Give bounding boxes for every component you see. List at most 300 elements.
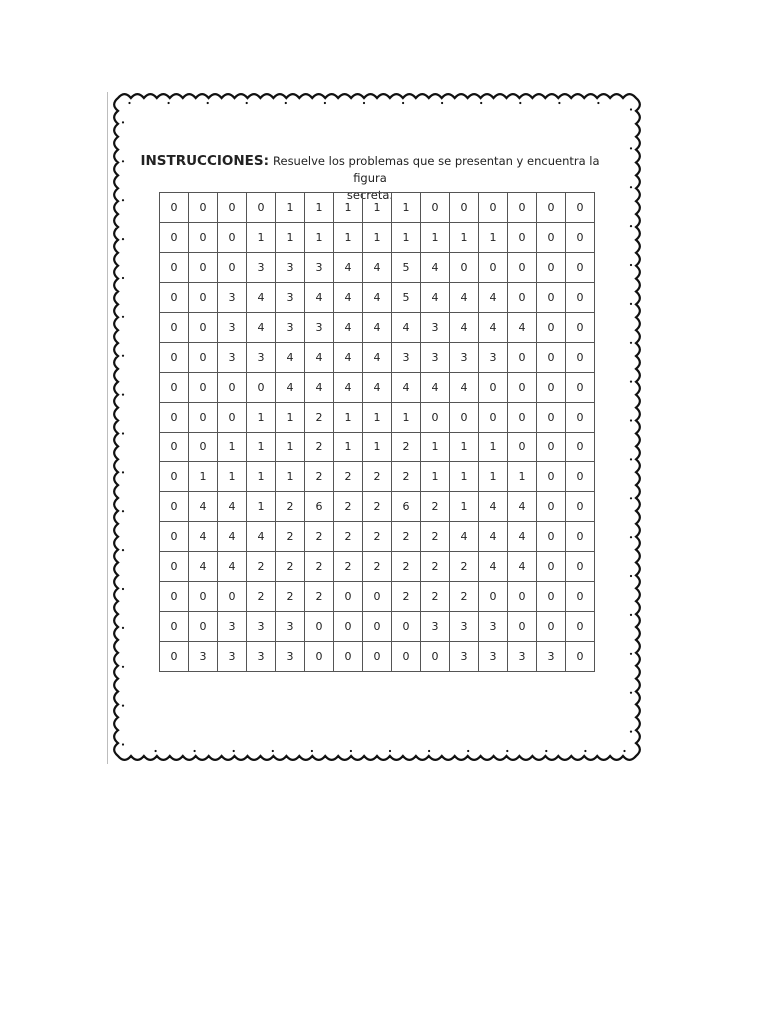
grid-cell: 3: [450, 342, 479, 372]
grid-cell: 0: [537, 582, 566, 612]
grid-cell: 2: [334, 492, 363, 522]
border-dot: [630, 458, 632, 460]
grid-cell: 0: [189, 252, 218, 282]
grid-cell: 1: [276, 462, 305, 492]
border-dot: [630, 381, 632, 383]
grid-cell: 4: [334, 252, 363, 282]
grid-cell: 0: [566, 402, 595, 432]
grid-cell: 1: [189, 462, 218, 492]
grid-cell: 0: [537, 522, 566, 552]
border-dot: [389, 750, 391, 752]
grid-cell: 1: [276, 222, 305, 252]
grid-cell: 0: [537, 462, 566, 492]
grid-cell: 1: [305, 193, 334, 223]
border-dot: [506, 750, 508, 752]
grid-cell: 0: [537, 552, 566, 582]
grid-cell: 3: [450, 612, 479, 642]
grid-cell: 0: [566, 522, 595, 552]
grid-cell: 2: [305, 552, 334, 582]
grid-cell: 1: [450, 462, 479, 492]
grid-cell: 0: [305, 642, 334, 672]
grid-cell: 2: [305, 522, 334, 552]
grid-cell: 2: [421, 492, 450, 522]
grid-cell: 2: [276, 552, 305, 582]
border-dot: [122, 277, 124, 279]
grid-cell: 0: [537, 193, 566, 223]
grid-cell: 0: [189, 312, 218, 342]
border-dot: [597, 102, 599, 104]
grid-cell: 3: [479, 342, 508, 372]
grid-cell: 0: [566, 342, 595, 372]
grid-cell: 0: [189, 282, 218, 312]
grid-cell: 3: [247, 342, 276, 372]
grid-row: [160, 612, 595, 642]
grid-cell: 0: [566, 552, 595, 582]
border-dot: [480, 102, 482, 104]
grid-cell: 4: [189, 492, 218, 522]
grid-cell: 4: [276, 372, 305, 402]
grid-cell: 0: [334, 612, 363, 642]
grid-cell: 3: [247, 252, 276, 282]
grid-cell: 2: [392, 552, 421, 582]
border-dot: [630, 653, 632, 655]
grid-cell: 1: [363, 193, 392, 223]
grid-cell: 1: [450, 222, 479, 252]
grid-cell: 0: [160, 582, 189, 612]
grid-cell: 4: [305, 342, 334, 372]
grid-cell: 3: [537, 642, 566, 672]
grid-cell: 2: [276, 492, 305, 522]
border-dot: [630, 303, 632, 305]
border-dot: [285, 102, 287, 104]
grid-cell: 4: [421, 282, 450, 312]
grid-cell: 4: [363, 312, 392, 342]
grid-cell: 3: [189, 642, 218, 672]
border-dot: [324, 102, 326, 104]
grid-cell: 4: [508, 552, 537, 582]
grid-cell: 5: [392, 252, 421, 282]
grid-cell: 0: [363, 582, 392, 612]
grid-cell: 2: [334, 552, 363, 582]
grid-cell: 1: [450, 492, 479, 522]
grid-cell: 0: [537, 222, 566, 252]
border-dot: [272, 750, 274, 752]
grid-cell: 1: [334, 193, 363, 223]
instructions-lead: INSTRUCCIONES:: [140, 153, 270, 169]
grid-cell: 0: [160, 312, 189, 342]
grid-cell: 0: [508, 193, 537, 223]
grid-row: [160, 492, 595, 522]
grid-row: [160, 582, 595, 612]
border-dot: [122, 394, 124, 396]
grid-cell: 0: [421, 642, 450, 672]
border-dot: [168, 102, 170, 104]
border-dot: [630, 225, 632, 227]
grid-cell: 2: [363, 552, 392, 582]
grid-cell: 4: [479, 282, 508, 312]
grid-cell: 3: [276, 282, 305, 312]
grid-cell: 4: [450, 312, 479, 342]
grid-cell: 0: [334, 582, 363, 612]
grid-cell: 4: [479, 492, 508, 522]
border-dot: [350, 750, 352, 752]
grid-cell: 0: [218, 372, 247, 402]
border-dot: [402, 102, 404, 104]
grid-cell: 0: [479, 402, 508, 432]
grid-cell: 2: [305, 582, 334, 612]
border-dot: [623, 750, 625, 752]
grid-cell: 0: [508, 372, 537, 402]
grid-cell: 1: [305, 222, 334, 252]
grid-cell: 2: [421, 552, 450, 582]
border-dot: [630, 497, 632, 499]
border-dot: [233, 750, 235, 752]
grid-cell: 0: [566, 252, 595, 282]
grid-cell: 2: [392, 582, 421, 612]
grid-cell: 3: [218, 282, 247, 312]
border-dot: [558, 102, 560, 104]
grid-cell: 1: [276, 193, 305, 223]
grid-cell: 2: [276, 582, 305, 612]
grid-cell: 0: [218, 252, 247, 282]
grid-cell: 1: [479, 432, 508, 462]
grid-cell: 0: [363, 612, 392, 642]
border-dot: [630, 342, 632, 344]
border-dot: [630, 692, 632, 694]
grid-row: [160, 552, 595, 582]
grid-cell: 1: [421, 432, 450, 462]
grid-cell: 0: [160, 402, 189, 432]
border-dot: [122, 510, 124, 512]
grid-cell: 1: [218, 462, 247, 492]
border-dot: [428, 750, 430, 752]
grid-cell: 1: [479, 462, 508, 492]
grid-cell: 0: [508, 222, 537, 252]
instructions-text: Resuelve los problemas que se presentan y encuentra la figura: [273, 154, 600, 185]
grid-cell: 1: [392, 402, 421, 432]
grid-cell: 0: [450, 193, 479, 223]
grid-cell: 0: [218, 582, 247, 612]
border-dot: [207, 102, 209, 104]
grid-cell: 0: [566, 222, 595, 252]
border-dot: [122, 432, 124, 434]
grid-cell: 2: [450, 582, 479, 612]
grid-cell: 4: [479, 552, 508, 582]
grid-cell: 1: [218, 432, 247, 462]
grid-cell: 0: [537, 492, 566, 522]
grid-cell: 0: [566, 582, 595, 612]
grid-cell: 0: [189, 342, 218, 372]
border-dot: [630, 419, 632, 421]
grid-row: [160, 342, 595, 372]
grid-cell: 0: [566, 312, 595, 342]
grid-cell: 2: [421, 522, 450, 552]
border-dot: [630, 614, 632, 616]
grid-cell: 6: [392, 492, 421, 522]
grid-cell: 4: [305, 282, 334, 312]
grid-cell: 0: [566, 462, 595, 492]
grid-cell: 2: [305, 402, 334, 432]
grid-cell: 0: [566, 282, 595, 312]
border-dot: [128, 102, 130, 104]
grid-cell: 1: [450, 432, 479, 462]
border-dot: [630, 147, 632, 149]
grid-cell: 0: [160, 642, 189, 672]
border-dot: [122, 743, 124, 745]
grid-cell: 3: [305, 252, 334, 282]
grid-cell: 0: [508, 282, 537, 312]
grid-cell: 0: [160, 222, 189, 252]
grid-cell: 5: [392, 282, 421, 312]
grid-cell: 4: [189, 552, 218, 582]
grid-cell: 4: [392, 372, 421, 402]
grid-cell: 2: [363, 522, 392, 552]
grid-cell: 0: [160, 462, 189, 492]
border-dot: [122, 355, 124, 357]
grid-cell: 0: [160, 492, 189, 522]
grid-row: [160, 372, 595, 402]
grid-cell: 3: [276, 642, 305, 672]
grid-row: [160, 642, 595, 672]
grid-cell: 1: [247, 492, 276, 522]
grid-cell: 6: [305, 492, 334, 522]
border-dot: [630, 731, 632, 733]
grid-cell: 0: [160, 193, 189, 223]
grid-cell: 0: [189, 372, 218, 402]
grid-cell: 4: [247, 312, 276, 342]
grid-row: [160, 222, 595, 252]
grid-cell: 0: [479, 372, 508, 402]
grid-cell: 1: [508, 462, 537, 492]
grid-cell: 2: [247, 582, 276, 612]
border-dot: [122, 549, 124, 551]
border-dot: [122, 471, 124, 473]
grid-cell: 3: [218, 312, 247, 342]
grid-cell: 3: [421, 612, 450, 642]
grid-cell: 3: [247, 612, 276, 642]
grid-cell: 3: [479, 612, 508, 642]
grid-cell: 4: [450, 372, 479, 402]
grid-cell: 2: [334, 462, 363, 492]
grid-cell: 0: [450, 402, 479, 432]
grid-cell: 0: [160, 552, 189, 582]
grid-cell: 4: [363, 252, 392, 282]
border-dot: [122, 666, 124, 668]
grid-cell: 0: [189, 402, 218, 432]
grid-cell: 0: [247, 193, 276, 223]
grid-row: [160, 252, 595, 282]
grid-row: [160, 193, 595, 223]
grid-cell: 0: [189, 432, 218, 462]
grid-cell: 0: [566, 372, 595, 402]
border-dot: [519, 102, 521, 104]
border-dot: [155, 750, 157, 752]
grid-cell: 4: [247, 282, 276, 312]
grid-cell: 0: [392, 612, 421, 642]
grid-cell: 3: [247, 642, 276, 672]
grid-cell: 0: [189, 222, 218, 252]
grid-cell: 0: [392, 642, 421, 672]
border-dot: [122, 121, 124, 123]
border-dot: [363, 102, 365, 104]
grid-cell: 0: [479, 252, 508, 282]
border-dot: [122, 160, 124, 162]
grid-cell: 3: [421, 312, 450, 342]
border-dot: [467, 750, 469, 752]
grid-cell: 0: [189, 612, 218, 642]
grid-row: [160, 402, 595, 432]
grid-cell: 0: [160, 432, 189, 462]
grid-cell: 3: [392, 342, 421, 372]
grid-cell: 4: [363, 372, 392, 402]
page-left-rule: [107, 92, 108, 764]
grid-cell: 0: [160, 282, 189, 312]
grid-cell: 4: [421, 372, 450, 402]
grid-cell: 1: [363, 402, 392, 432]
grid-cell: 2: [276, 522, 305, 552]
grid-cell: 2: [392, 522, 421, 552]
grid-row: [160, 462, 595, 492]
grid-cell: 2: [363, 492, 392, 522]
border-dot: [122, 316, 124, 318]
grid-cell: 2: [305, 432, 334, 462]
border-dot: [194, 750, 196, 752]
grid-cell: 4: [189, 522, 218, 552]
grid-cell: 0: [566, 642, 595, 672]
grid-cell: 0: [508, 582, 537, 612]
number-grid: [159, 192, 595, 672]
grid-cell: 3: [305, 312, 334, 342]
grid-cell: 0: [479, 193, 508, 223]
grid-cell: 0: [537, 252, 566, 282]
grid-cell: 4: [334, 372, 363, 402]
grid-cell: 0: [508, 342, 537, 372]
grid-cell: 0: [160, 342, 189, 372]
grid-cell: 4: [363, 282, 392, 312]
grid-cell: 4: [305, 372, 334, 402]
grid-cell: 0: [537, 612, 566, 642]
border-dot: [441, 102, 443, 104]
grid-cell: 0: [218, 193, 247, 223]
border-dot: [246, 102, 248, 104]
grid-cell: 4: [392, 312, 421, 342]
border-dot: [311, 750, 313, 752]
grid-cell: 4: [334, 342, 363, 372]
grid-cell: 4: [508, 312, 537, 342]
instructions-text-line2: secreta.: [346, 188, 394, 202]
grid-cell: 0: [421, 193, 450, 223]
grid-cell: 0: [160, 612, 189, 642]
border-dot: [122, 627, 124, 629]
border-dot: [122, 238, 124, 240]
grid-cell: 4: [218, 552, 247, 582]
grid-cell: 0: [450, 252, 479, 282]
grid-cell: 3: [276, 252, 305, 282]
grid-cell: 1: [276, 402, 305, 432]
grid-cell: 0: [566, 612, 595, 642]
grid-cell: 0: [479, 582, 508, 612]
grid-cell: 4: [508, 522, 537, 552]
grid-cell: 3: [218, 342, 247, 372]
grid-cell: 0: [218, 402, 247, 432]
border-dot: [630, 575, 632, 577]
grid-cell: 1: [421, 462, 450, 492]
border-dot: [122, 588, 124, 590]
border-dot: [584, 750, 586, 752]
grid-cell: 1: [247, 432, 276, 462]
grid-cell: 2: [334, 522, 363, 552]
border-dot: [630, 536, 632, 538]
grid-cell: 4: [479, 312, 508, 342]
grid-cell: 3: [479, 642, 508, 672]
grid-cell: 2: [247, 552, 276, 582]
grid-cell: 3: [276, 612, 305, 642]
border-dot: [630, 264, 632, 266]
grid-cell: 4: [421, 252, 450, 282]
grid-cell: 4: [450, 282, 479, 312]
grid-row: [160, 432, 595, 462]
grid-cell: 0: [537, 372, 566, 402]
grid-cell: 3: [508, 642, 537, 672]
grid-cell: 2: [421, 582, 450, 612]
grid-cell: 0: [189, 193, 218, 223]
grid-cell: 4: [276, 342, 305, 372]
grid-cell: 1: [421, 222, 450, 252]
grid-cell: 0: [160, 372, 189, 402]
grid-cell: 2: [450, 552, 479, 582]
grid-cell: 0: [305, 612, 334, 642]
grid-cell: 1: [479, 222, 508, 252]
grid-cell: 0: [566, 492, 595, 522]
grid-cell: 0: [247, 372, 276, 402]
grid-cell: 0: [537, 342, 566, 372]
grid-row: [160, 312, 595, 342]
grid-cell: 1: [334, 432, 363, 462]
grid-cell: 0: [363, 642, 392, 672]
grid-cell: 0: [508, 432, 537, 462]
grid-cell: 1: [334, 402, 363, 432]
grid-cell: 0: [160, 522, 189, 552]
border-dot: [122, 199, 124, 201]
grid-cell: 1: [247, 222, 276, 252]
grid-cell: 1: [392, 222, 421, 252]
grid-cell: 4: [218, 522, 247, 552]
grid-cell: 3: [218, 642, 247, 672]
grid-cell: 4: [508, 492, 537, 522]
grid-cell: 4: [334, 282, 363, 312]
grid-cell: 4: [247, 522, 276, 552]
border-dot: [545, 750, 547, 752]
border-dot: [630, 108, 632, 110]
grid-row: [160, 282, 595, 312]
grid-cell: 1: [363, 432, 392, 462]
grid-cell: 2: [392, 432, 421, 462]
grid-cell: 0: [508, 252, 537, 282]
grid-cell: 4: [334, 312, 363, 342]
grid-cell: 0: [537, 312, 566, 342]
grid-cell: 0: [566, 432, 595, 462]
grid-cell: 0: [508, 402, 537, 432]
grid-cell: 0: [334, 642, 363, 672]
grid-cell: 4: [363, 342, 392, 372]
grid-cell: 4: [479, 522, 508, 552]
border-dot: [122, 705, 124, 707]
grid-cell: 1: [392, 193, 421, 223]
grid-cell: 0: [508, 612, 537, 642]
grid-cell: 3: [218, 612, 247, 642]
grid-row: [160, 522, 595, 552]
grid-cell: 0: [537, 282, 566, 312]
